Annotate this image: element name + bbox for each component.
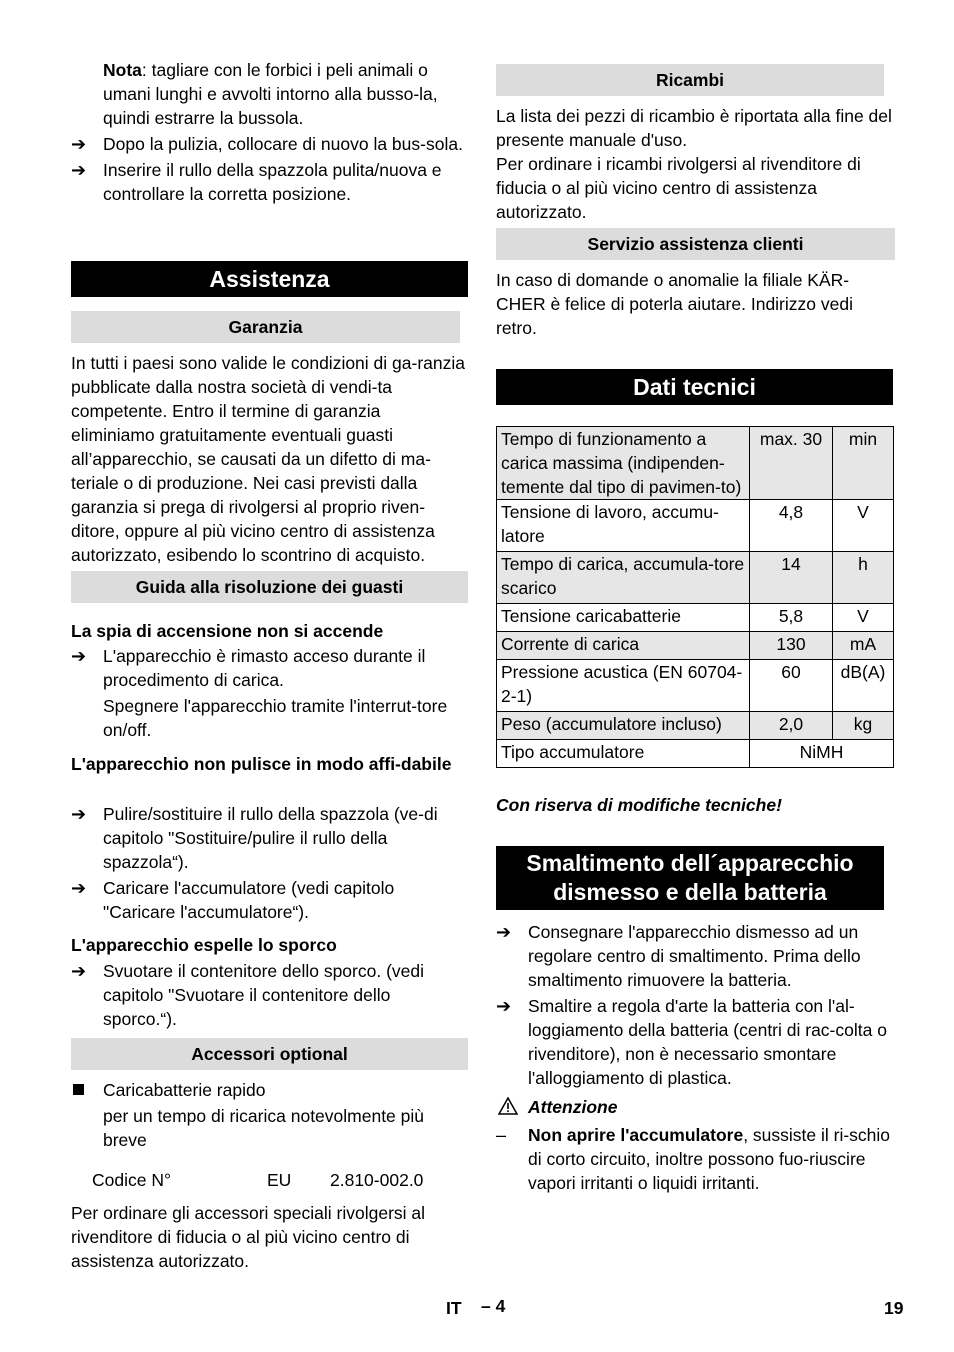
arrow-right-icon: ➔ xyxy=(71,961,87,981)
arrow-right-icon: ➔ xyxy=(71,160,87,180)
spia-note: Spegnere l'apparecchio tramite l'interrut-tore on/off. xyxy=(103,696,448,740)
heading-nonpulisce: L'apparecchio non pulisce in modo affi-dabile xyxy=(71,754,452,774)
arrow-right-icon: ➔ xyxy=(71,878,87,898)
smalt-list xyxy=(496,920,894,1090)
espelle-list xyxy=(71,959,468,1031)
subsection-title-ricambi: Ricambi xyxy=(496,64,884,96)
garanzia-text: In tutti i paesi sono valide le condizioni di ga-ranzia pubblicate dalla nostra società di vendi-ta competente. Entro il termine di garanzia eliminiamo gratuitamente eventuali guasti all’apparecchio, se causati da un difetto di ma-teriale o di produzione. Nei casi previsti dalla garanzia si prega di rivolgersi al proprio riven-ditore, oppure al più vicino centro di assistenza autorizzato, esibendo lo scontrino di acquisto. xyxy=(71,353,465,565)
nonpulisce-list xyxy=(71,802,468,924)
warning-bold: Non aprire l'accumulatore xyxy=(528,1125,744,1145)
list-item: ➔ L'apparecchio è rimasto acceso durante il procedimento di carica. xyxy=(71,646,426,690)
table-row: Corrente di carica 130 mA xyxy=(497,632,894,660)
accessori-list xyxy=(71,1078,468,1152)
square-bullet-icon xyxy=(73,1084,84,1095)
list-item: ➔ Consegnare l'apparecchio dismesso ad un regolare centro di smaltimento. Prima dello smaltimento rimuovere la batteria. xyxy=(496,922,861,990)
riserva-note: Con riserva di modifiche tecniche! xyxy=(496,795,782,815)
attenzione-heading: Attenzione xyxy=(496,1095,894,1119)
servizio-text: In caso di domande o anomalie la filiale KÄR-CHER è felice di poterla aiutare. Indirizzo vedi retro. xyxy=(496,270,853,338)
arrow-right-icon: ➔ xyxy=(71,134,87,154)
ordinare-text: Per ordinare gli accessori speciali rivolgersi al rivenditore di fiducia o al più vicino centro di assistenza autorizzato. xyxy=(71,1203,426,1271)
table-row: Tempo di funzionamento a carica massima (indipenden-temente dal tipo di pavimen-to) max. 30 min xyxy=(497,427,894,500)
heading-spia: La spia di accensione non si accende xyxy=(71,621,384,641)
codice-label: Codice N° xyxy=(92,1170,171,1190)
table-row: Peso (accumulatore incluso) 2,0 kg xyxy=(497,712,894,740)
footer-page-number: 19 xyxy=(884,1298,904,1318)
table-row: Tipo accumulatore NiMH xyxy=(497,740,894,768)
subsection-title-accessori: Accessori optional xyxy=(71,1038,468,1070)
ricambi-text xyxy=(496,104,894,224)
table-row: Tensione di lavoro, accumu-latore 4,8 V xyxy=(497,500,894,552)
arrow-right-icon: ➔ xyxy=(71,646,87,666)
dash-bullet: – xyxy=(496,1125,507,1145)
arrow-right-icon: ➔ xyxy=(71,804,87,824)
subsection-title-garanzia: Garanzia xyxy=(71,311,460,343)
warning-text: , sussiste il ri-schio di corto circuito, inoltre possono fuo-riuscire vapori irritanti o liquidi irritanti. xyxy=(528,1125,891,1193)
spia-list xyxy=(71,644,468,742)
heading-espelle: L'apparecchio espelle lo sporco xyxy=(71,935,337,955)
list-item: ➔ Svuotare il contenitore dello sporco. (vedi capitolo "Svuotare il contenitore dello sporco.“). xyxy=(71,961,425,1029)
accessori-desc: per un tempo di ricarica notevolmente più breve xyxy=(103,1106,425,1150)
footer-page-local: – 4 xyxy=(481,1296,506,1316)
tech-table-wrap xyxy=(496,426,894,768)
nota-text: : tagliare con le forbici i peli animali o umani lunghi e avvolti intorno alla busso-la, quindi estrarre la bussola. xyxy=(103,60,438,128)
table-row: Tensione caricabatterie 5,8 V xyxy=(497,604,894,632)
ricambi-text-1: La lista dei pezzi di ricambio è riportata alla fine del presente manuale d'uso. xyxy=(496,106,892,150)
subsection-title-guida: Guida alla risoluzione dei guasti xyxy=(71,571,468,603)
list-item: ➔ Caricare l'accumulatore (vedi capitolo "Caricare l'accumulatore“). xyxy=(71,878,395,922)
nota-label: Nota xyxy=(103,60,142,80)
ricambi-text-2: Per ordinare i ricambi rivolgersi al rivenditore di fiducia o al più vicino centro di assistenza autorizzato. xyxy=(496,154,861,222)
list-item: ➔ Smaltire a regola d'arte la batteria con l'al-loggiamento della batteria (centri di rac-colta o rivenditore), non è necessario smontare l'alloggiamento di plastica. xyxy=(496,996,887,1088)
section-title-dati: Dati tecnici xyxy=(496,369,893,405)
steps-top-list xyxy=(71,132,468,206)
list-item: Caricabatterie rapido xyxy=(71,1078,468,1102)
section-title-smaltimento: Smaltimento dell´apparecchio dismesso e della batteria xyxy=(496,846,884,910)
list-item: ➔ Dopo la pulizia, collocare di nuovo la bus-sola. xyxy=(71,134,463,154)
nota-paragraph xyxy=(71,58,468,130)
section-title-assistenza: Assistenza xyxy=(71,261,468,297)
footer-lang: IT xyxy=(446,1298,462,1318)
subsection-title-servizio: Servizio assistenza clienti xyxy=(496,228,895,260)
arrow-right-icon: ➔ xyxy=(496,996,512,1016)
list-item xyxy=(496,1123,894,1195)
warning-item xyxy=(496,1123,894,1195)
warning-triangle-icon xyxy=(498,1097,518,1121)
table-row: Pressione acustica (EN 60704-2-1) 60 dB(A) xyxy=(497,660,894,712)
tech-table xyxy=(496,426,894,768)
list-item: ➔ Inserire il rullo della spazzola pulita/nuova e controllare la corretta posizione. xyxy=(71,160,442,204)
codice-region: EU xyxy=(267,1170,292,1190)
arrow-right-icon: ➔ xyxy=(496,922,512,942)
list-item: ➔ Pulire/sostituire il rullo della spazzola (ve-di capitolo "Sostituire/pulire il rullo della spazzola“). xyxy=(71,804,438,872)
codice-value: 2.810-002.0 xyxy=(330,1170,424,1190)
table-row: Tempo di carica, accumula-tore scarico 14 h xyxy=(497,552,894,604)
